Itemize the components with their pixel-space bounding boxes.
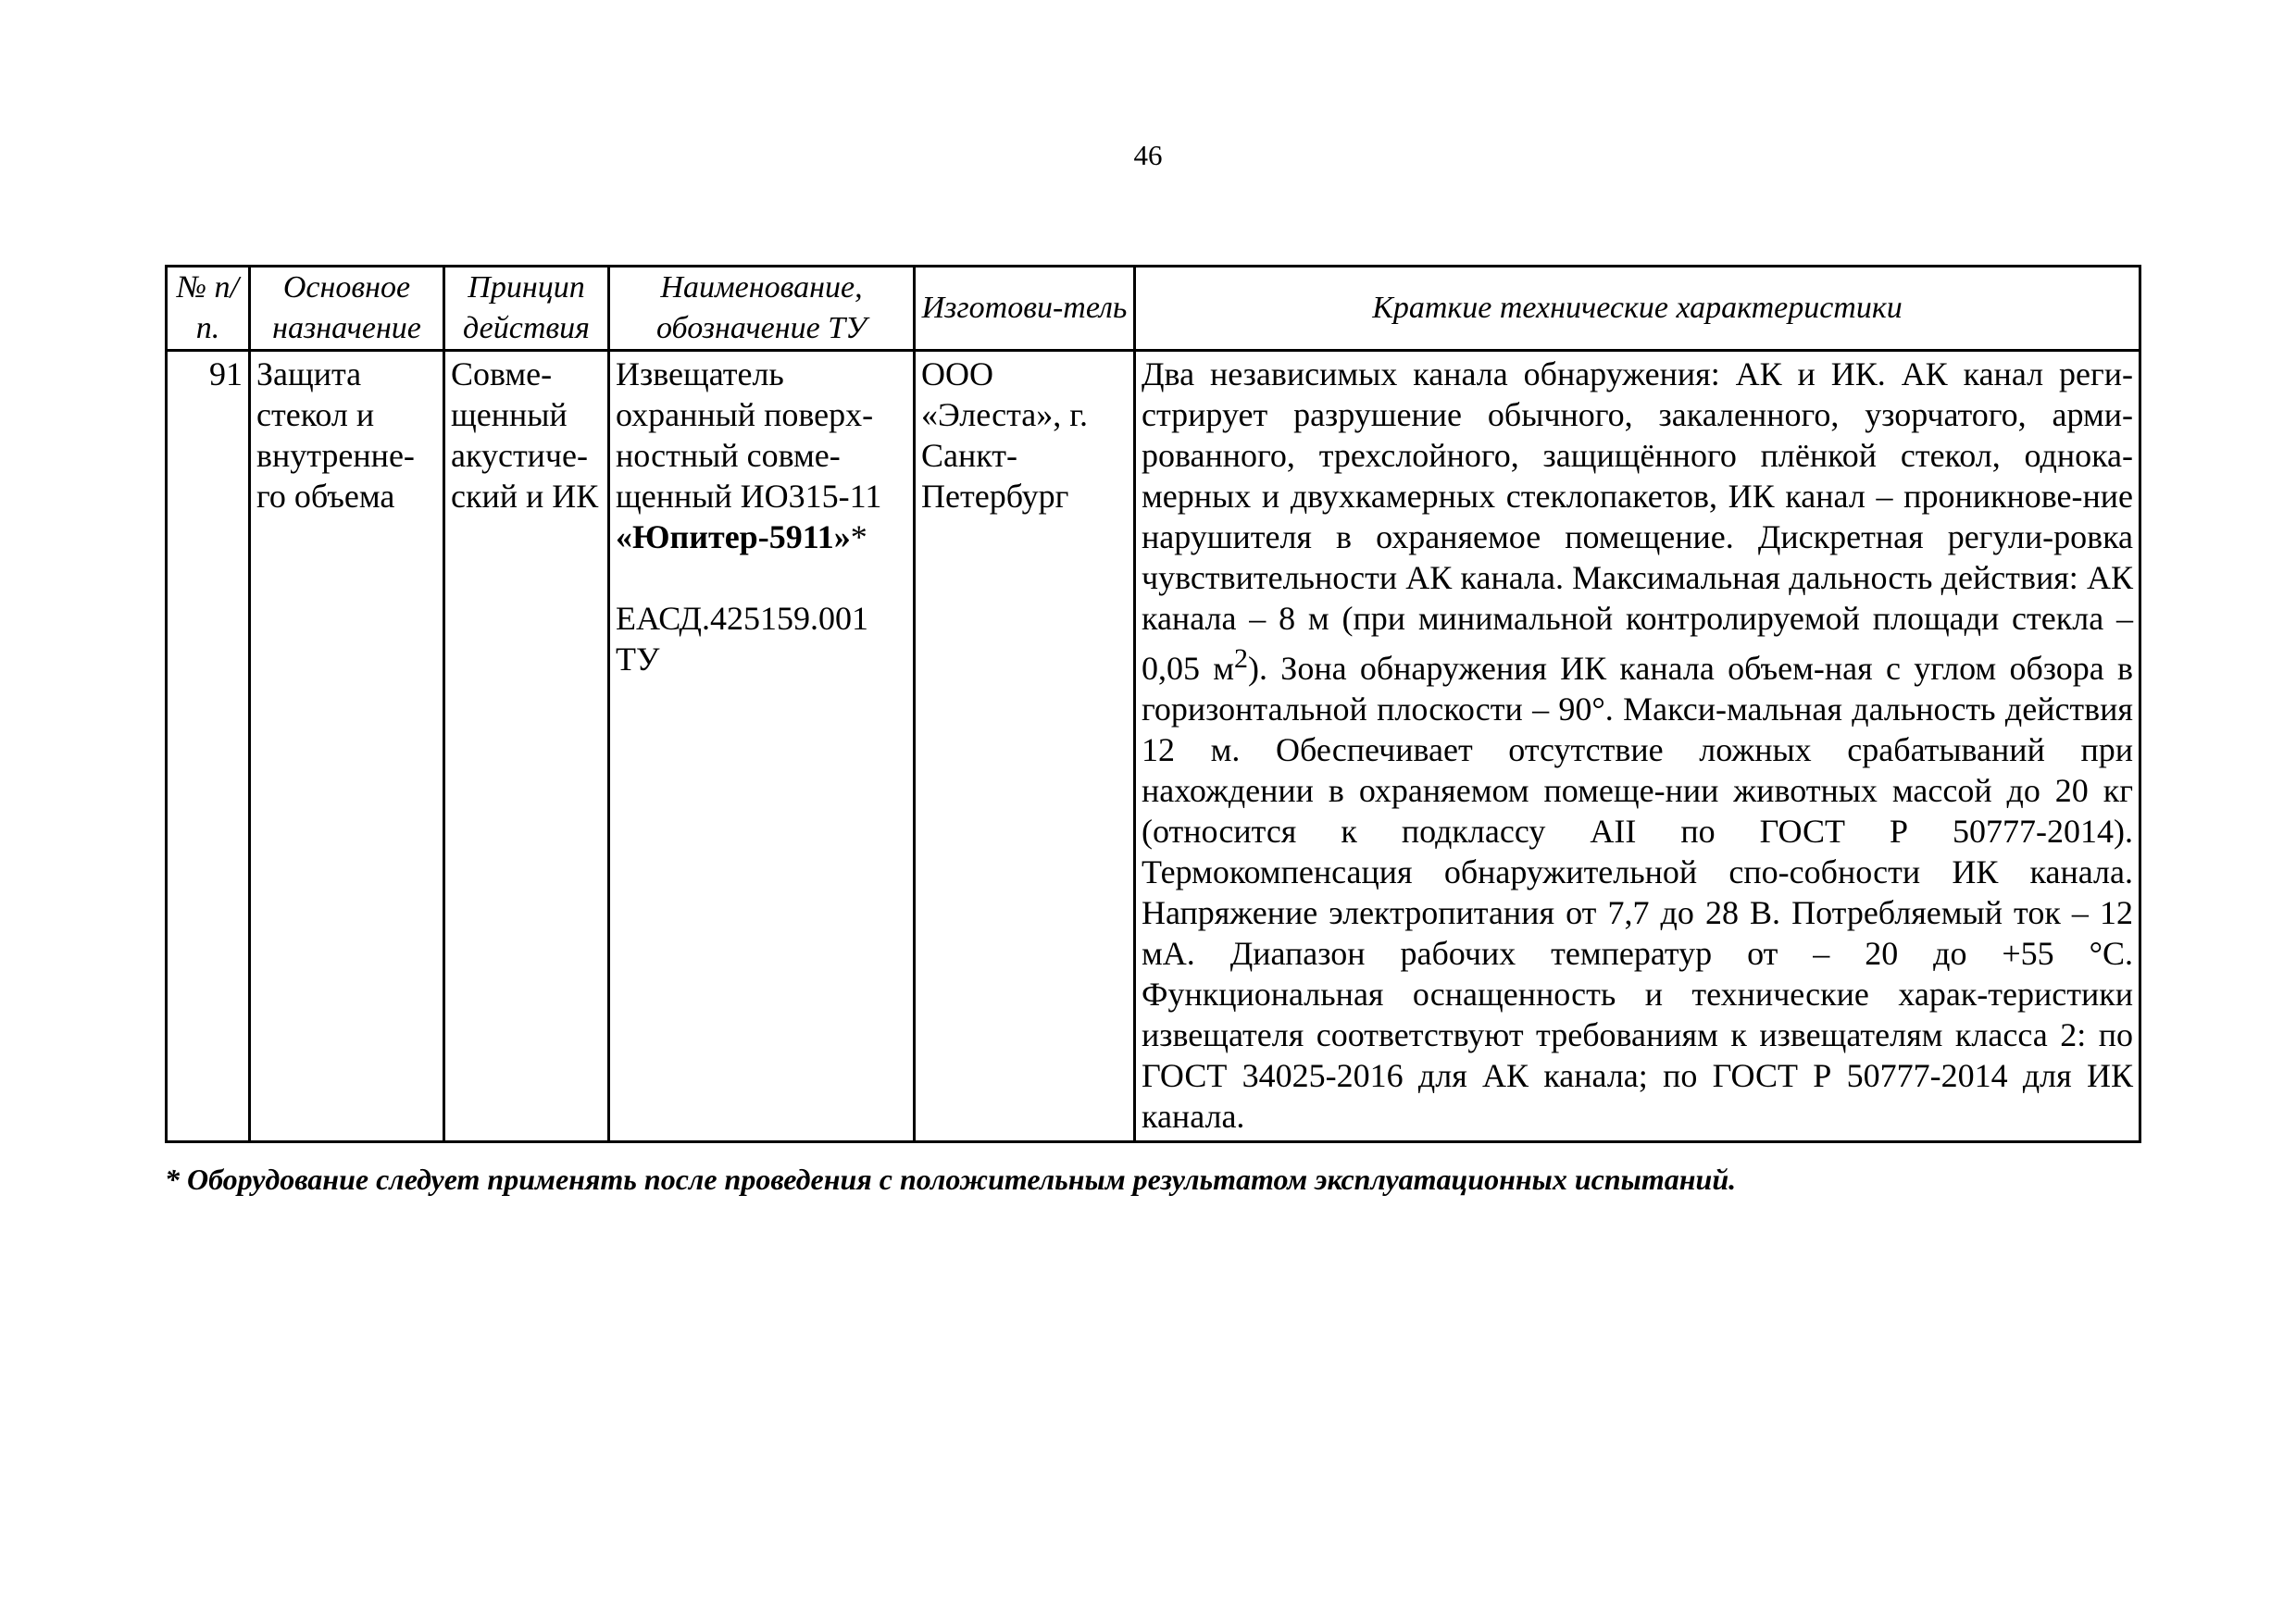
header-characteristics: Краткие технические характеристики: [1135, 267, 2140, 351]
page-number: 46: [1133, 139, 1163, 171]
device-name-line: [616, 517, 907, 557]
table-header-row: [167, 267, 2140, 351]
cell-maker: ООО «Элеста», г. Санкт-Петербург: [915, 351, 1135, 1142]
header-purpose: Основное назначение: [250, 267, 444, 351]
equipment-table: [165, 265, 2141, 1143]
chars-text-part2: ). Зона обнаружения ИК канала объем-ная с углом обзора в горизонтальной плоскости – 90°. Макси-мальная дальность действия 12 м. Обеспечивает отсутствие ложных срабатываний при нахождении в охраняемом помеще-нии животных массой до 20 кг (относится к подклассу АII по ГОСТ Р 50777-2014). Термокомпенсация обнаружительной спо-собности ИК канала. Напряжение электропитания от 7,7 до 28 В. Потребляемый ток – 12 мА. Диапазон рабочих температур от – 20 до +55 °С. Функциональная оснащенность и технические харак-теристики извещателя соответствуют требованиям к извещателям класса 2: по ГОСТ 34025-2016 для АК канала; по ГОСТ Р 50777-2014 для ИК канала.: [1142, 650, 2134, 1135]
spacer: [616, 557, 907, 598]
device-name-text: Извещатель охранный поверх-ностный совме-щенный ИО315-11: [616, 355, 882, 515]
cell-num: 91: [167, 351, 250, 1142]
device-name-bold: «Юпитер-5911»: [616, 518, 851, 555]
chars-superscript: 2: [1234, 643, 1249, 674]
header-name: Наименование, обозначение ТУ: [609, 267, 915, 351]
device-tu: ЕАСД.425159.001 ТУ: [616, 600, 868, 678]
chars-text-part1: Два независимых канала обнаружения: АК и ИК. АК канал реги-стрирует разрушение обычного, закаленного, узорчатого, арми-рованного, трехслойного, защищённого плёнкой стекол, однока-мерных и двухкамерных стеклопакетов, ИК канал – проникнове-ние нарушителя в охраняемое помещение. Дискретная регули-ровка чувствительности АК канала. Максимальная дальность действия: АК канала – 8 м (при минимальной контролируемой площади стекла – 0,05 м: [1142, 355, 2133, 687]
cell-characteristics: [1135, 351, 2140, 1142]
cell-principle: Совме-щенный акустиче-ский и ИК: [444, 351, 609, 1142]
table-row: [167, 351, 2140, 1142]
cell-purpose: Защита стекол и внутренне-го объема: [250, 351, 444, 1142]
header-principle: Принцип действия: [444, 267, 609, 351]
footnote: * Оборудование следует применять после проведения с положительным результатом эксплуатационных испытаний.: [165, 1163, 1737, 1196]
cell-name: [609, 351, 915, 1142]
header-maker: Изготови-тель: [915, 267, 1135, 351]
device-name-mark: *: [850, 518, 867, 555]
header-num: № п/п.: [167, 267, 250, 351]
